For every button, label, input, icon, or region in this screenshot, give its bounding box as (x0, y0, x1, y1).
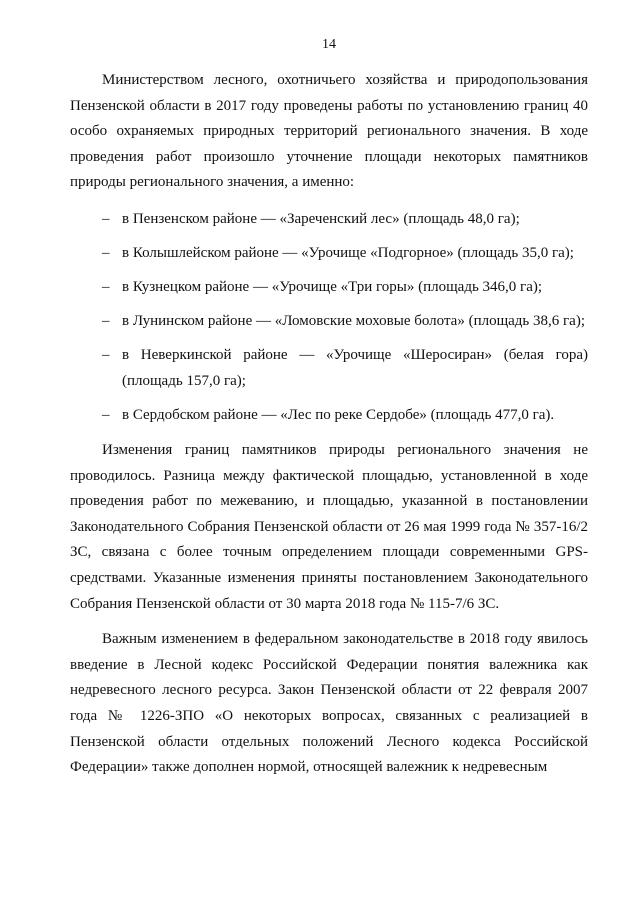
list-item (70, 240, 588, 266)
list-item-text: в Пензенском районе — «Зареченский лес» (площадь 48,0 га); (122, 210, 520, 227)
list-item-text: в Колышлейском районе — «Урочище «Подгорное» (площадь 35,0 га); (122, 244, 574, 261)
paragraph-boundaries: Изменения границ памятников природы регионального значения не проводилось. Разница между фактической площадью, установленной в ходе проведения работ по межеванию, и площадью, указанной в постановлении Законодательного Собрания Пензенской области от 26 мая 1999 года № 357-16/2 ЗС, связана с более точным определением площади современными GPS-средствами. Указанные изменения приняты постановлением Законодательного Собрания Пензенской области от 30 марта 2018 года № 115-7/6 ЗС. (70, 441, 588, 612)
paragraph-deadwood: Важным изменением в федеральном законодательстве в 2018 году явилось введение в Лесной кодекс Российской Федерации понятия валежника как недревесного лесного ресурса. Закон Пензенской области от 22 февраля 2007 года № 1226-ЗПО «О некоторых вопросах, связанных с реализацией в Пензенской области отдельных положений Лесного кодекса Российской Федерации» также дополнен нормой, относящей валежник к недревесным (70, 631, 588, 776)
list-item-text: в Лунинском районе — «Ломовские моховые болота» (площадь 38,6 га); (122, 312, 586, 329)
list-dash: – (102, 244, 110, 261)
list-item-text: в Неверкинской районе — «Урочище «Шеросиран» (белая гора) (площадь 157,0 га); (122, 346, 588, 389)
list-dash: – (102, 210, 110, 227)
territory-list (70, 206, 588, 428)
list-item-text: в Кузнецком районе — «Урочище «Три горы» (площадь 346,0 га); (122, 278, 543, 295)
list-item (70, 342, 588, 394)
page-number: 14 (322, 37, 336, 52)
list-dash: – (102, 406, 110, 423)
list-dash: – (102, 312, 110, 329)
list-item (70, 308, 588, 334)
list-item (70, 402, 588, 428)
list-item-text: в Сердобском районе — «Лес по реке Сердобе» (площадь 477,0 га). (122, 406, 555, 423)
list-dash: – (102, 346, 110, 363)
list-dash: – (102, 278, 110, 295)
paragraph-intro: Министерством лесного, охотничьего хозяйства и природопользования Пензенской области в 2017 году проведены работы по установлению границ 40 особо охраняемых природных территорий регионального значения. В ходе проведения работ произошло уточнение площади некоторых памятников природы регионального значения, а именно: (70, 72, 588, 191)
list-item (70, 274, 588, 300)
list-item (70, 206, 588, 232)
